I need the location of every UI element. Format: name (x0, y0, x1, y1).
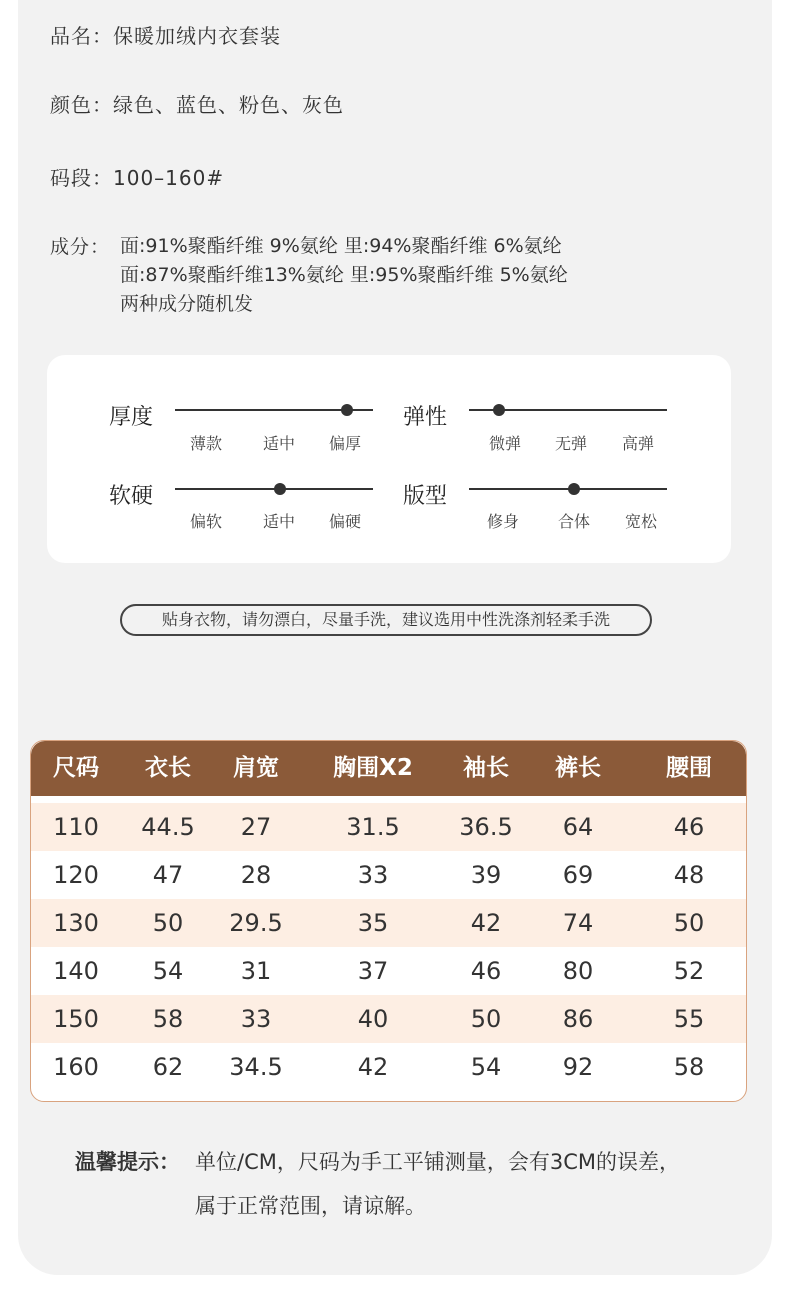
table-cell: 120 (53, 861, 99, 889)
product-color-row (50, 89, 344, 118)
column-header: 肩宽 (233, 755, 279, 781)
attribute-option: 适中 (263, 512, 296, 531)
attribute-indicator-dot (274, 483, 286, 495)
attribute-option: 合体 (558, 512, 591, 531)
attribute-name: 软硬 (109, 484, 154, 509)
attribute-name: 弹性 (403, 405, 448, 430)
table-cell: 50 (152, 909, 184, 937)
table-cell: 69 (562, 861, 594, 889)
product-size-value: 100–160# (113, 166, 225, 190)
column-header: 尺码 (53, 755, 99, 781)
table-cell: 64 (562, 813, 594, 841)
table-cell: 58 (673, 1053, 705, 1081)
attribute-option: 无弹 (555, 434, 588, 453)
table-cell: 27 (240, 813, 272, 841)
composition-line: 面:87%聚酯纤维13%氨纶 里:95%聚酯纤维 5%氨纶 (120, 264, 568, 286)
table-cell: 34.5 (229, 1053, 283, 1081)
table-cell: 50 (673, 909, 705, 937)
table-cell: 160 (53, 1053, 99, 1081)
table-cell: 35 (357, 909, 389, 937)
table-row (31, 995, 746, 1043)
product-name-row (50, 20, 281, 49)
table-cell: 29.5 (229, 909, 283, 937)
column-header: 袖长 (463, 755, 509, 781)
table-cell: 39 (470, 861, 502, 889)
table-cell: 80 (562, 957, 594, 985)
attribute-option: 修身 (487, 512, 520, 531)
attribute-name: 版型 (403, 484, 448, 509)
attribute-indicator-dot (568, 483, 580, 495)
column-header: 衣长 (145, 755, 191, 781)
table-cell: 110 (53, 813, 99, 841)
table-cell: 52 (673, 957, 705, 985)
product-name-label: 品名： (50, 24, 113, 48)
table-cell: 54 (470, 1053, 502, 1081)
attribute-option: 宽松 (625, 512, 658, 531)
table-cell: 74 (562, 909, 594, 937)
product-color-value: 绿色、蓝色、粉色、灰色 (113, 93, 344, 117)
table-cell: 31 (240, 957, 272, 985)
table-cell: 28 (240, 861, 272, 889)
attribute-card (47, 355, 731, 563)
size-table-header (31, 741, 746, 796)
table-cell: 46 (470, 957, 502, 985)
table-cell: 48 (673, 861, 705, 889)
tips-line: 单位/CM，尺码为手工平铺测量，会有3CM的误差， (195, 1150, 680, 1174)
size-table (30, 740, 747, 1102)
table-cell: 33 (240, 1005, 272, 1033)
table-cell: 86 (562, 1005, 594, 1033)
attribute-option: 适中 (263, 434, 296, 453)
table-cell: 46 (673, 813, 705, 841)
table-cell: 40 (357, 1005, 389, 1033)
product-color-label: 颜色： (50, 93, 113, 117)
table-cell: 31.5 (346, 813, 400, 841)
product-size-row (50, 162, 224, 191)
table-cell: 62 (152, 1053, 184, 1081)
table-cell: 50 (470, 1005, 502, 1033)
column-header: 裤长 (555, 755, 601, 781)
table-cell: 54 (152, 957, 184, 985)
table-row (31, 899, 746, 947)
table-cell: 33 (357, 861, 389, 889)
tips-line: 属于正常范围，请谅解。 (195, 1194, 426, 1218)
tips-label: 温馨提示： (75, 1150, 180, 1174)
table-cell: 55 (673, 1005, 705, 1033)
column-header: 腰围 (666, 755, 712, 781)
attribute-option: 微弹 (489, 434, 522, 453)
composition-line: 面:91%聚酯纤维 9%氨纶 里:94%聚酯纤维 6%氨纶 (120, 235, 562, 257)
table-cell: 47 (152, 861, 184, 889)
table-cell: 140 (53, 957, 99, 985)
attribute-name: 厚度 (109, 405, 154, 430)
table-row (31, 803, 746, 851)
composition-label: 成分： (50, 236, 111, 258)
table-cell: 58 (152, 1005, 184, 1033)
table-row (31, 1043, 746, 1091)
product-name-value: 保暖加绒内衣套装 (113, 24, 281, 48)
table-cell: 37 (357, 957, 389, 985)
attribute-option: 偏软 (190, 512, 223, 531)
table-cell: 42 (357, 1053, 389, 1081)
attribute-option: 偏硬 (329, 512, 362, 531)
table-cell: 150 (53, 1005, 99, 1033)
attribute-option: 高弹 (622, 434, 655, 453)
table-row (31, 851, 746, 899)
attribute-indicator-dot (341, 404, 353, 416)
table-cell: 92 (562, 1053, 594, 1081)
table-cell: 42 (470, 909, 502, 937)
care-instructions: 贴身衣物，请勿漂白，尽量手洗，建议选用中性洗涤剂轻柔手洗 (120, 604, 652, 636)
attribute-option: 薄款 (190, 434, 223, 453)
table-cell: 130 (53, 909, 99, 937)
attribute-indicator-dot (493, 404, 505, 416)
composition-line: 两种成分随机发 (120, 293, 254, 315)
table-row (31, 947, 746, 995)
table-cell: 44.5 (141, 813, 195, 841)
product-size-label: 码段： (50, 166, 113, 190)
column-header: 胸围X2 (333, 755, 413, 781)
attribute-option: 偏厚 (329, 434, 362, 453)
table-cell: 36.5 (459, 813, 513, 841)
